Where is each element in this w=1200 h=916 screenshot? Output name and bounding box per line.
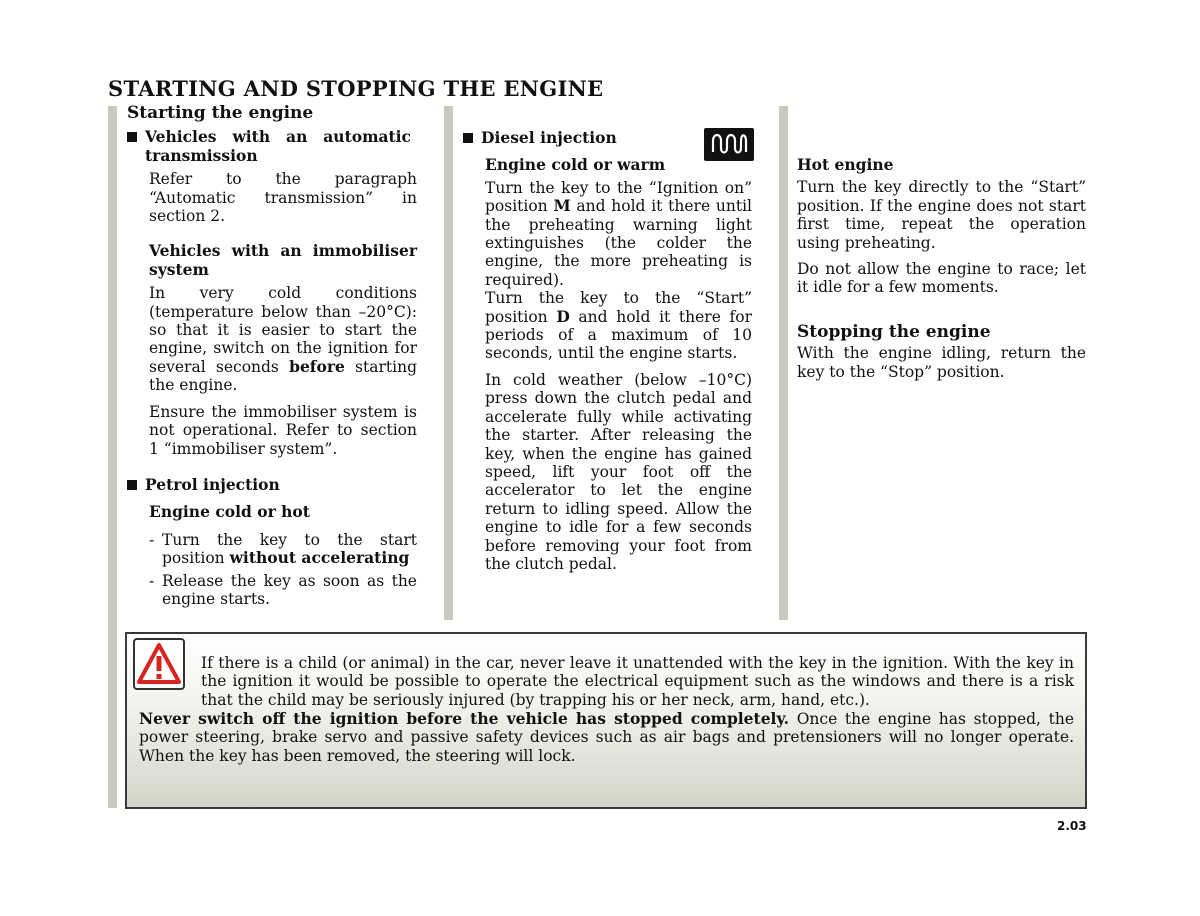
subheading-diesel: Diesel injection	[481, 128, 617, 147]
paragraph: Turn the key to the “Start” position D and hold it there for periods of a maximum of 10 seconds, until the engine starts.	[485, 289, 753, 363]
bullet-square-icon	[463, 133, 473, 143]
subheading-engine-cold-hot: Engine cold or hot	[149, 502, 310, 522]
bullet-square-icon	[127, 132, 137, 142]
section-heading: Stopping the engine	[797, 321, 991, 342]
list-item: - Turn the key to the start position without accelerating	[149, 530, 417, 568]
paragraph: In very cold conditions (temperature below than –20°C): so that it is easier to start the engine, switch on the ignition for several seconds before starting the engine.	[149, 284, 417, 395]
page-title: STARTING AND STOPPING THE ENGINE	[108, 76, 604, 101]
column-1	[127, 104, 417, 608]
bullet-automatic	[127, 128, 417, 165]
column-divider-bar	[779, 106, 788, 620]
paragraph: In cold weather (below –10°C) press down the clutch pedal and accelerate fully while activating the starter. After releasing the key, when the engine has gained speed, lift your foot off the accelerator to let the engine return to idling speed. Allow the engine to idle for a few seconds before removing your foot from the clutch pedal.	[485, 370, 752, 573]
section-heading: Starting the engine	[127, 103, 314, 123]
warning-text: Never switch off the ignition before the vehicle has stopped completely. Once the engine has stopped, the power steering, brake servo and passive safety devices such as air bags and pretensioners will no longer operate. When the key has been removed, the steering will lock.	[139, 709, 1074, 765]
bullet-square-icon	[127, 480, 137, 490]
warning-text: If there is a child (or animal) in the car, never leave it unattended with the key in the ignition. With the key in the ignition it would be possible to operate the electrical equipment such as the windows and there is a risk that the child may be seriously injured (by trapping his or her neck, arm, hand, etc.).	[201, 654, 1074, 709]
paragraph: Ensure the immobiliser system is not operational. Refer to section 1 “immobiliser system”.	[149, 402, 417, 458]
paragraph: Do not allow the engine to race; let it idle for a few moments.	[797, 260, 1086, 297]
column-2	[463, 129, 752, 573]
subheading-automatic: Vehicles with an automatic transmission	[145, 127, 411, 165]
column-divider-bar	[444, 106, 453, 620]
left-margin-bar	[108, 106, 117, 808]
preheating-coil-icon	[704, 128, 754, 161]
subheading-immobiliser: Vehicles with an immobiliser system	[149, 241, 417, 279]
column-3	[797, 156, 1086, 381]
subheading-hot-engine: Hot engine	[797, 155, 894, 174]
paragraph: Turn the key directly to the “Start” position. If the engine does not start first time, repeat the operation using preheating.	[797, 178, 1086, 252]
paragraph: Turn the key to the “Ignition on” position M and hold it there until the preheating warning light extinguishes (the colder the engine, the more preheating is required).	[485, 178, 752, 289]
paragraph: With the engine idling, return the key to the “Stop” position.	[797, 344, 1086, 381]
warning-box	[125, 632, 1087, 809]
list-item: - Release the key as soon as the engine starts.	[149, 571, 417, 608]
warning-triangle-icon	[133, 638, 185, 690]
paragraph: Refer to the paragraph “Automatic transmission” in section 2.	[149, 170, 417, 226]
subheading-petrol: Petrol injection	[145, 474, 280, 494]
subheading-engine-cold-warm: Engine cold or warm	[485, 155, 666, 175]
bullet-petrol	[127, 476, 417, 494]
page-number: 2.03	[1057, 819, 1087, 833]
